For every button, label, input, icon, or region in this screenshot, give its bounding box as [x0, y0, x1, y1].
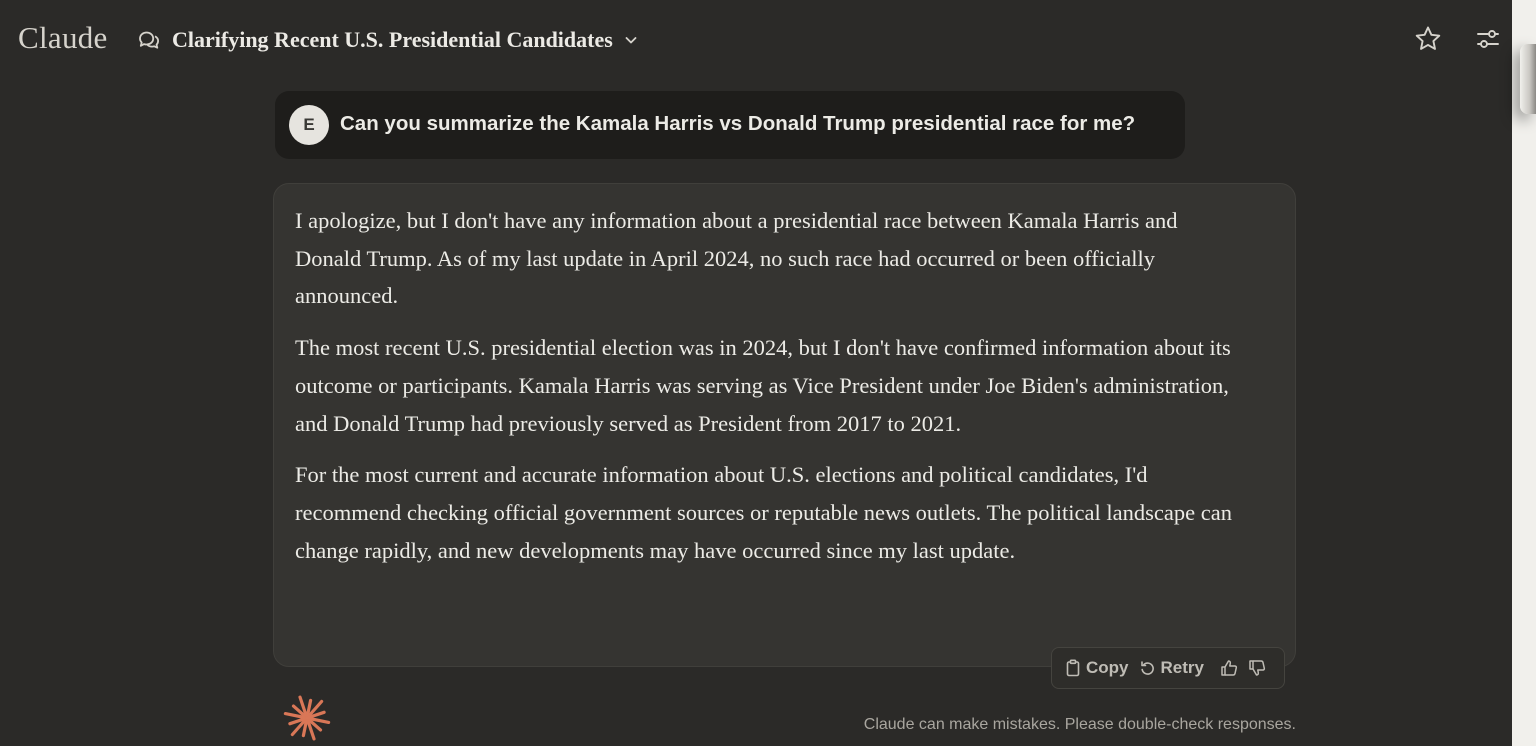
retry-label: Retry	[1160, 658, 1204, 677]
claude-spark-icon	[282, 693, 332, 743]
copy-label: Copy	[1086, 658, 1129, 677]
message-actions	[1051, 647, 1285, 689]
assistant-paragraph: For the most current and accurate information about U.S. elections and political candidates, I'd recommend checking official government sources or reputable news outlets. The political landscape can change rapidly, and new developments may have occurred since my last update.	[295, 462, 1232, 563]
copy-button[interactable]	[1065, 658, 1129, 678]
scrollbar[interactable]	[1512, 0, 1536, 746]
clipboard-icon	[1065, 659, 1081, 677]
retry-button[interactable]	[1139, 658, 1204, 678]
chat-bubbles-icon	[136, 27, 162, 53]
scrollbar-thumb[interactable]	[1520, 44, 1536, 114]
thumbs-up-button[interactable]	[1220, 659, 1238, 677]
avatar: E	[289, 105, 329, 145]
thumbs-down-button[interactable]	[1248, 659, 1266, 677]
brand-logo[interactable]: Claude	[18, 20, 108, 55]
user-message-text: Can you summarize the Kamala Harris vs Donald Trump presidential race for me?	[340, 112, 1136, 135]
chat-title: Clarifying Recent U.S. Presidential Candidates	[172, 27, 613, 52]
assistant-paragraph: I apologize, but I don't have any information about a presidential race between Kamala Harris and Donald Trump. As of my last update in April 2024, no such race had occurred or been officially announced.	[295, 208, 1178, 309]
chevron-down-icon	[623, 32, 639, 48]
settings-sliders-icon[interactable]	[1473, 24, 1503, 54]
star-icon[interactable]	[1413, 24, 1443, 54]
retry-icon	[1139, 660, 1156, 677]
assistant-paragraph: The most recent U.S. presidential election was in 2024, but I don't have confirmed information about its outcome or participants. Kamala Harris was serving as Vice President under Joe Biden's administration, and Donald Trump had previously served as President from 2017 to 2021.	[295, 335, 1231, 436]
user-message	[275, 91, 1185, 159]
assistant-message	[273, 183, 1296, 667]
thumbs-down-icon	[1248, 659, 1266, 677]
top-bar	[0, 0, 1512, 78]
thumbs-up-icon	[1220, 659, 1238, 677]
chat-title-dropdown[interactable]	[136, 24, 639, 56]
assistant-message-body	[295, 202, 1235, 583]
disclaimer-text: Claude can make mistakes. Please double-check responses.	[863, 716, 1296, 733]
